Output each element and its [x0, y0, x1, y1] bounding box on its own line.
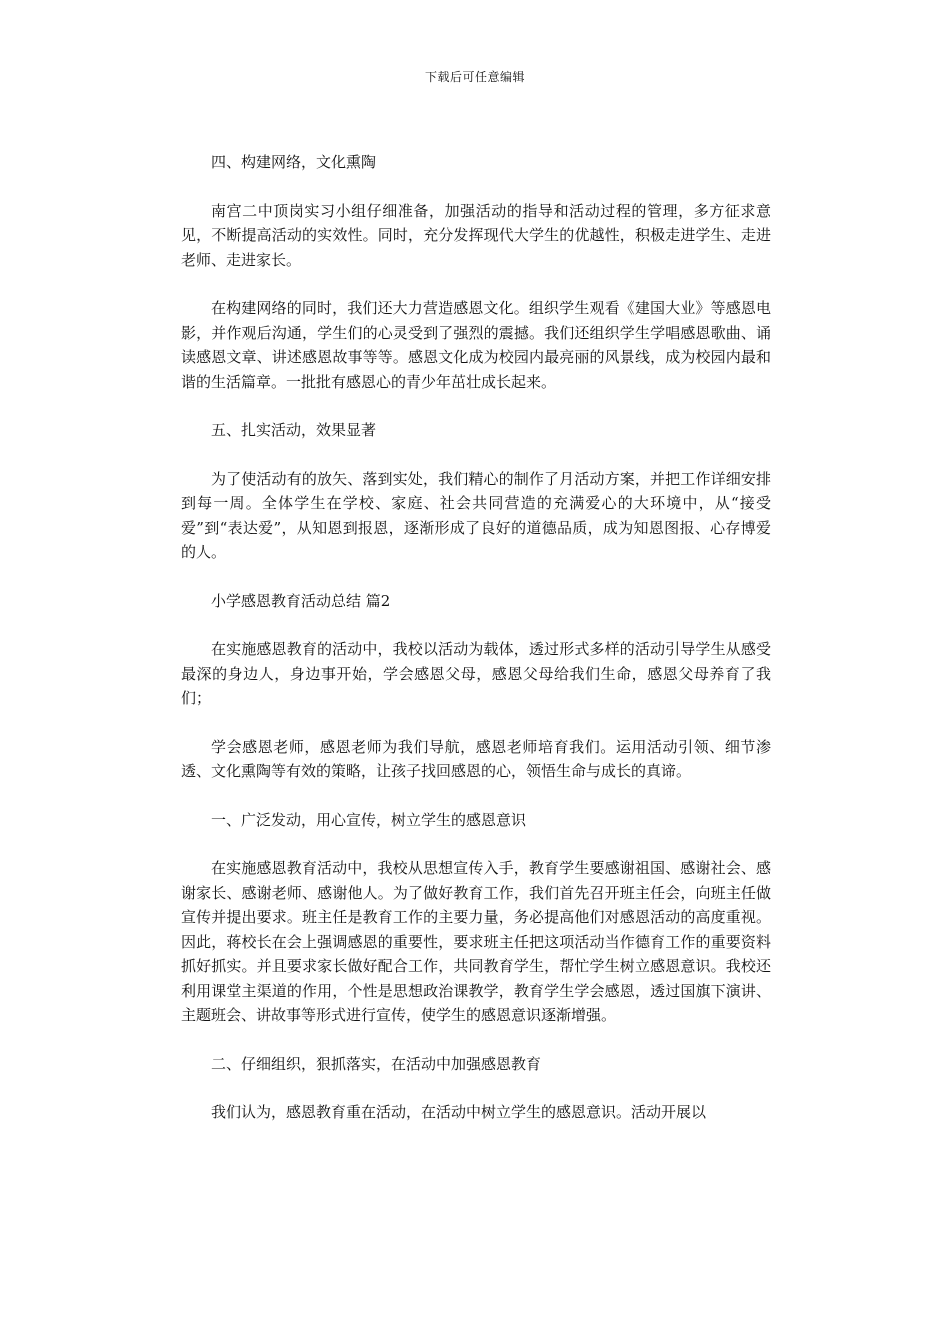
document-body [181, 150, 771, 1125]
section-heading-2: 二、仔细组织，狠抓落实，在活动中加强感恩教育 [211, 1054, 542, 1073]
article-title: 小学感恩教育活动总结 篇2 [211, 591, 391, 610]
paragraph: 南宫二中顶岗实习小组仔细准备，加强活动的指导和活动过程的管理，多方征求意见，不断提高活动的实效性。同时，充分发挥现代大学生的优越性，积极走进学生、走进老师、走进家长。 [181, 201, 771, 269]
page-header: 下载后可任意编辑 [424, 70, 525, 84]
paragraph: 我们认为，感恩教育重在活动，在活动中树立学生的感恩意识。活动开展以 [211, 1103, 707, 1121]
section-heading-1: 一、广泛发动，用心宣传，树立学生的感恩意识 [211, 810, 527, 829]
paragraph: 在实施感恩教育活动中，我校从思想宣传入手，教育学生要感谢祖国、感谢社会、感谢家长、感谢老师、感谢他人。为了做好教育工作，我们首先召开班主任会，向班主任做宣传并提出要求。班主任是教育工作的主要力量，务必提高他们对感恩活动的高度重视。因此，蒋校长在会上强调感恩的重要性，要求班主任把这项活动当作德育工作的重要资料抓好抓实。并且要求家长做好配合工作，共同教育学生，帮忙学生树立感恩意识。我校还利用课堂主渠道的作用，个性是思想政治课教学，教育学生学会感恩，透过国旗下演讲、主题班会、讲故事等形式进行宣传，使学生的感恩意识逐渐增强。 [181, 859, 771, 1024]
paragraph: 为了使活动有的放矢、落到实处，我们精心的制作了月活动方案，并把工作详细安排到每一周。全体学生在学校、家庭、社会共同营造的充满爱心的大环境中，从“接受爱”到“表达爱”，从知恩到报恩，逐渐形成了良好的道德品质，成为知恩图报、心存博爱的人。 [181, 469, 771, 561]
paragraph: 在实施感恩教育的活动中，我校以活动为载体，透过形式多样的活动引导学生从感受最深的身边人，身边事开始，学会感恩父母，感恩父母给我们生命，感恩父母养育了我们； [181, 640, 771, 707]
paragraph: 学会感恩老师，感恩老师为我们导航，感恩老师培育我们。运用活动引领、细节渗透、文化熏陶等有效的策略，让孩子找回感恩的心，领悟生命与成长的真谛。 [181, 737, 771, 780]
paragraph: 在构建网络的同时，我们还大力营造感恩文化。组织学生观看《建国大业》等感恩电影，并作观后沟通，学生们的心灵受到了强烈的震撼。我们还组织学生学唱感恩歌曲、诵读感恩文章、讲述感恩故事等等。感恩文化成为校园内最亮丽的风景线，成为校园内最和谐的生活篇章。一批批有感恩心的青少年茁壮成长起来。 [181, 299, 771, 391]
section-heading-5: 五、扎实活动，效果显著 [211, 421, 377, 439]
section-heading-4: 四、构建网络，文化熏陶 [211, 153, 377, 171]
